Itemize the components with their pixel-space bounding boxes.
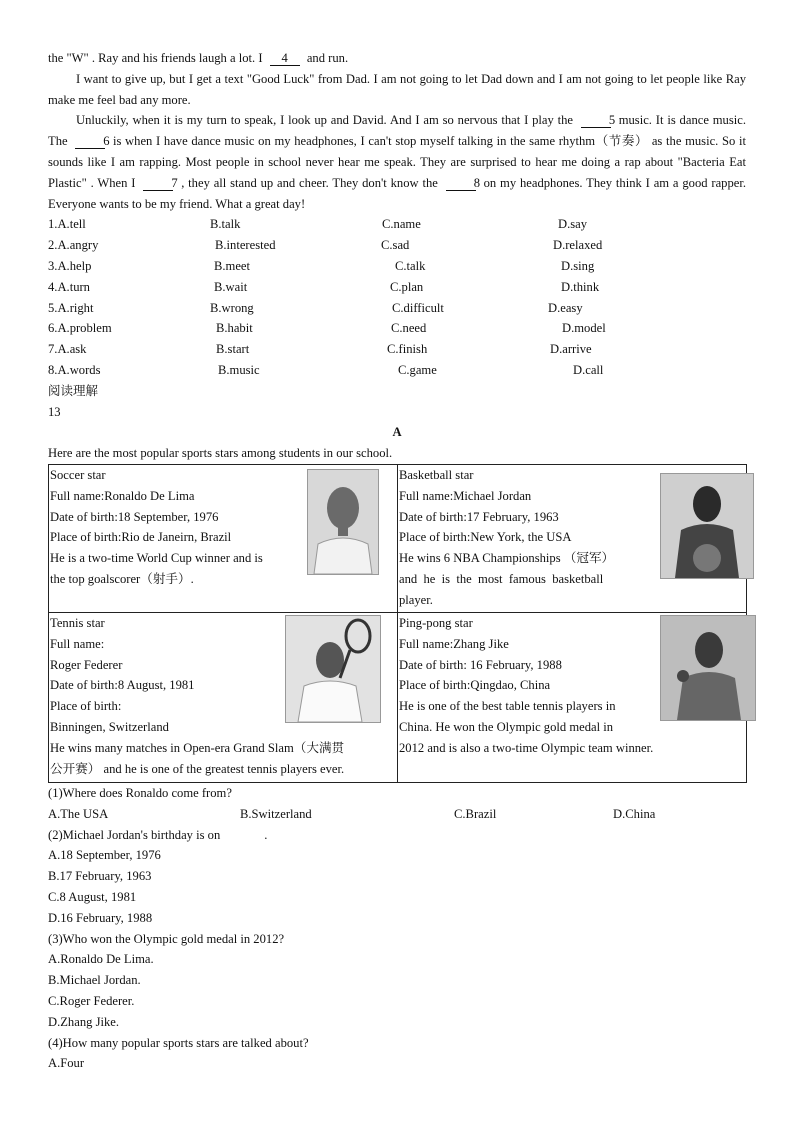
passage-text: , they all stand up and cheer. They don't know the	[181, 175, 438, 190]
part-label: A	[392, 425, 402, 440]
option-b: B.start	[216, 342, 250, 357]
star-birth-place: Place of birth:Rio de Janeirn, Brazil	[50, 530, 232, 545]
option-a: A.18 September, 1976	[48, 848, 161, 863]
star-birth-place: Place of birth:	[50, 699, 122, 714]
question-number: 13	[48, 404, 61, 419]
section-title: 阅读理解	[48, 382, 99, 398]
star-description: He is one of the best table tennis players in	[399, 699, 616, 714]
star-description: player.	[399, 592, 433, 607]
star-description: the top goalscorer（射手）.	[50, 571, 194, 586]
option-row	[48, 214, 746, 235]
option-row	[48, 277, 746, 298]
passage-text: music. It is dance music. The	[48, 113, 746, 149]
star-category: Basketball star	[399, 467, 474, 482]
question-1-options	[48, 804, 746, 825]
question-4: (4)How many popular sports stars are talked about?	[48, 1035, 309, 1050]
option-row	[48, 360, 746, 381]
star-description: He is a two-time World Cup winner and is	[50, 551, 263, 566]
basketball-star-info	[398, 465, 645, 611]
option-b: B.17 February, 1963	[48, 869, 152, 884]
star-description: 2012 and is also a two-time Olympic team winner.	[399, 740, 654, 755]
option-b: B.wrong	[210, 300, 254, 315]
option-row	[48, 235, 746, 256]
star-description: 公开赛） and he is one of the greatest tennis players ever.	[50, 761, 345, 776]
option-d: D.say	[558, 217, 588, 232]
ronaldo-photo	[307, 469, 379, 575]
option-c: C.need	[391, 321, 427, 336]
option-a: A.Ronaldo De Lima.	[48, 952, 154, 967]
passage-text: is when I have dance music on my headphones, I can't stop myself talking in the same rhythm（节奏） as the music. So it sounds like I am rapping. Most people in school never hear me speak. They are surprised to hear me doing a rap about "Bacteria Eat Plastic" . When I	[48, 134, 746, 190]
option-a: 2.A.angry	[48, 238, 99, 253]
option-a: 6.A.problem	[48, 321, 112, 336]
star-birth-place: Place of birth:Qingdao, China	[399, 678, 551, 693]
option-d: D.Zhang Jike.	[48, 1014, 119, 1029]
option-row	[48, 256, 746, 277]
option-a: A.The USA	[48, 806, 109, 821]
option-d: D.arrive	[550, 342, 592, 357]
blank-4: 4	[270, 51, 300, 66]
soccer-star-cell	[49, 464, 398, 612]
star-description: He wins many matches in Open-era Grand Slam（大满贯	[50, 740, 345, 755]
option-c: C.sad	[381, 238, 410, 253]
star-full-name: Full name:Zhang Jike	[399, 636, 509, 651]
star-full-name: Roger Federer	[50, 657, 123, 672]
question-2-text: (2)Michael Jordan's birthday is on	[48, 827, 221, 842]
star-birth-date: Date of birth: 16 February, 1988	[399, 657, 562, 672]
passage-line-1	[48, 48, 746, 69]
option-c: C.talk	[395, 258, 426, 273]
star-category: Tennis star	[50, 615, 105, 630]
option-a: 3.A.help	[48, 258, 92, 273]
option-c: C.difficult	[392, 300, 444, 315]
option-b: B.meet	[214, 258, 251, 273]
federer-photo	[285, 615, 381, 723]
blank-7: 7	[143, 176, 173, 191]
option-a: 7.A.ask	[48, 342, 87, 357]
document-page	[48, 48, 746, 1074]
option-b: B.wait	[214, 279, 248, 294]
option-d: D.call	[573, 362, 604, 377]
option-b: B.Michael Jordan.	[48, 973, 141, 988]
option-a: 8.A.words	[48, 362, 101, 377]
option-a: 5.A.right	[48, 300, 94, 315]
option-c: C.plan	[390, 279, 424, 294]
passage-text: the "W" . Ray and his friends laugh a lot. I	[48, 51, 263, 65]
star-birth-date: Date of birth:18 September, 1976	[50, 509, 219, 524]
star-full-name: Full name:Ronaldo De Lima	[50, 488, 195, 503]
option-d: D.China	[613, 806, 656, 821]
option-d: D.easy	[548, 300, 583, 315]
star-birth-place: Binningen, Switzerland	[50, 719, 169, 734]
soccer-star-info	[49, 465, 300, 590]
question-2	[48, 825, 746, 846]
option-d: D.think	[561, 279, 600, 294]
option-b: B.music	[218, 362, 260, 377]
passage-text: and run.	[306, 51, 349, 65]
question-2-end: .	[264, 827, 268, 842]
passage-text: Unluckily, when it is my turn to speak, I look up and David. And I am so nervous that I play the	[76, 113, 574, 128]
option-a: 1.A.tell	[48, 217, 86, 232]
blank-8: 8	[446, 176, 476, 191]
option-a: A.Four	[48, 1056, 85, 1071]
star-birth-place: Place of birth:New York, the USA	[399, 530, 572, 545]
blank-5: 5	[581, 113, 611, 128]
star-birth-date: Date of birth:8 August, 1981	[50, 678, 195, 693]
options-list	[48, 214, 746, 380]
tennis-star-cell	[49, 612, 398, 782]
star-description: and he is the most famous basketball	[399, 571, 604, 586]
blank-6: 6	[75, 134, 105, 149]
option-b: B.talk	[210, 217, 241, 232]
star-description: China. He won the Olympic gold medal in	[399, 719, 614, 734]
option-c: C.game	[398, 362, 437, 377]
star-category: Ping-pong star	[399, 615, 473, 630]
star-description: He wins 6 NBA Championships （冠军）	[399, 551, 615, 566]
passage-paragraph-2: I want to give up, but I get a text "Good Luck" from Dad. I am not going to let Dad down and I am not going to let people like Ray make me feel bad any more.	[48, 71, 746, 107]
question-1: (1)Where does Ronaldo come from?	[48, 785, 232, 800]
jordan-photo	[660, 473, 754, 579]
star-category: Soccer star	[50, 467, 106, 482]
option-c: C.finish	[387, 342, 428, 357]
option-b: B.interested	[215, 238, 276, 253]
option-row	[48, 298, 746, 319]
option-d: D.16 February, 1988	[48, 910, 153, 925]
option-row	[48, 318, 746, 339]
question-3: (3)Who won the Olympic gold medal in 2012?	[48, 931, 285, 946]
star-full-name: Full name:Michael Jordan	[399, 488, 532, 503]
option-c: C.Roger Federer.	[48, 993, 135, 1008]
zhang-jike-photo	[660, 615, 756, 721]
table-intro: Here are the most popular sports stars among students in our school.	[48, 446, 393, 461]
option-c: C.8 August, 1981	[48, 889, 137, 904]
questions	[48, 783, 746, 1074]
passage-paragraph-3	[48, 110, 746, 214]
option-b: B.Switzerland	[240, 806, 312, 821]
option-row	[48, 339, 746, 360]
option-d: D.model	[562, 321, 606, 336]
option-c: C.Brazil	[454, 806, 497, 821]
sports-stars-table	[48, 464, 747, 783]
option-d: D.sing	[561, 258, 595, 273]
star-full-name: Full name:	[50, 636, 105, 651]
passage-text: on my headphones. They think I am a good rapper. Everyone wants to be my friend. What a great day!	[48, 175, 747, 211]
option-b: B.habit	[216, 321, 253, 336]
option-c: C.name	[382, 217, 421, 232]
option-d: D.relaxed	[553, 238, 603, 253]
basketball-star-cell	[398, 464, 747, 612]
pingpong-star-cell	[398, 612, 747, 782]
star-birth-date: Date of birth:17 February, 1963	[399, 509, 559, 524]
option-a: 4.A.turn	[48, 279, 90, 294]
